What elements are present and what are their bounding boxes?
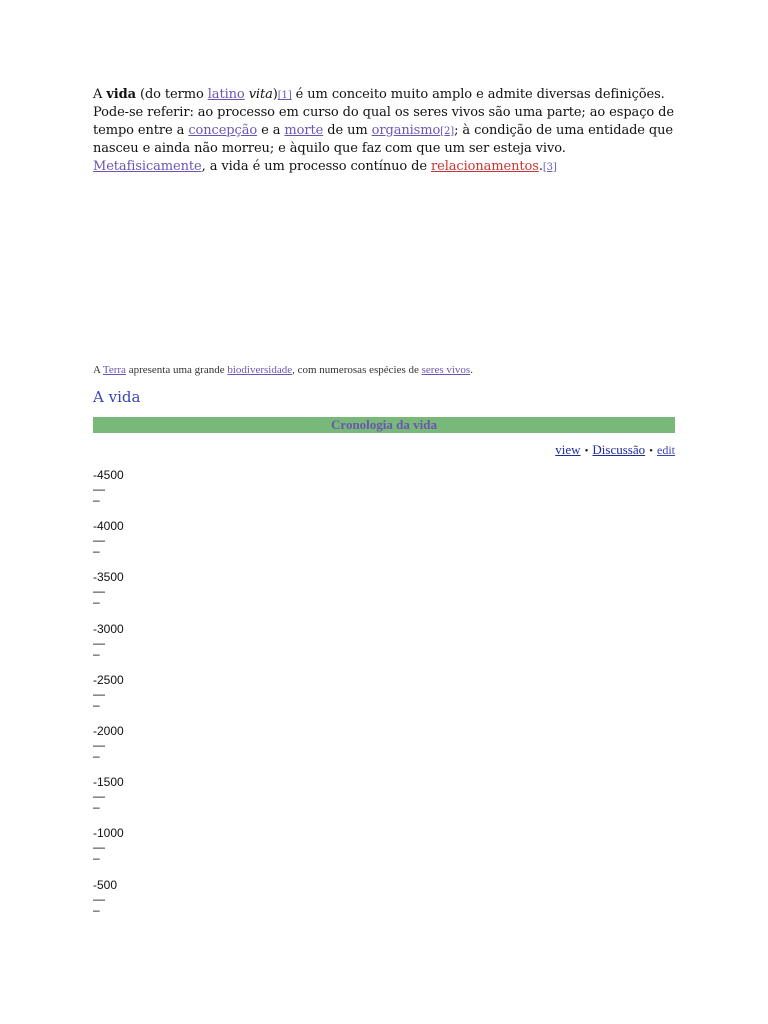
tick-label: -4000 — xyxy=(93,519,124,548)
tick-label: -500 — xyxy=(93,877,118,906)
term-vida: vida xyxy=(106,87,136,102)
image-caption xyxy=(93,364,693,376)
link-concepcao[interactable]: concepção xyxy=(188,122,258,138)
tick-minor: – xyxy=(93,800,100,815)
navbox-links xyxy=(555,442,675,458)
tick-minor: – xyxy=(93,595,100,610)
intro-text: . xyxy=(538,158,543,174)
link-morte[interactable]: morte xyxy=(284,122,324,138)
intro-paragraph xyxy=(93,86,678,176)
caption-text: , com numerosas espécies de xyxy=(292,364,422,376)
intro-text: ) xyxy=(272,87,278,102)
timeline-title[interactable]: Cronologia da vida xyxy=(331,417,437,432)
tick-label: -4500 — xyxy=(93,468,124,496)
link-biodiversidade[interactable]: biodiversidade xyxy=(227,364,293,376)
separator: • xyxy=(649,445,653,457)
caption-text: A xyxy=(93,364,103,376)
term-vita: vita xyxy=(248,87,273,102)
link-metafisicamente[interactable]: Metafisicamente xyxy=(93,158,202,174)
separator: • xyxy=(584,445,589,457)
ref-2-link[interactable]: [2] xyxy=(440,125,455,137)
tick-label: -2500 — xyxy=(93,672,124,701)
tick-label: -3000 — xyxy=(93,621,124,650)
section-heading: A vida xyxy=(93,388,141,406)
tick-label: -2000 — xyxy=(93,723,124,752)
tick-label: -3500 — xyxy=(93,570,124,599)
ref-1-link[interactable]: [1] xyxy=(277,90,292,101)
caption-text: . xyxy=(470,364,473,376)
link-terra[interactable]: Terra xyxy=(102,364,126,376)
intro-text: ; à condição de uma entidade que nasceu e ainda não morreu; e àquilo que faz com que um ser esteja vivo. xyxy=(93,122,674,157)
tick-minor: – xyxy=(93,902,100,917)
link-seres-vivos[interactable]: seres vivos xyxy=(421,364,471,376)
link-organismo[interactable]: organismo xyxy=(371,122,441,138)
tick-minor: – xyxy=(93,851,100,866)
intro-text: , a vida é um processo contínuo de xyxy=(201,158,431,174)
discussao-link[interactable]: Discussão xyxy=(592,442,646,457)
ref-3-link[interactable]: [3] xyxy=(542,161,557,173)
link-latino[interactable]: latino xyxy=(207,87,245,102)
caption-text: apresenta uma grande xyxy=(125,364,228,376)
tick-label: -1500 — xyxy=(93,775,124,804)
intro-text: e a xyxy=(257,122,285,138)
tick-minor: – xyxy=(93,697,100,712)
timeline-title-bar xyxy=(93,417,675,433)
tick-label: -1000 — xyxy=(93,826,124,855)
view-link[interactable]: view xyxy=(555,442,581,457)
tick-minor: – xyxy=(93,544,100,559)
tick-minor: – xyxy=(93,748,100,763)
intro-text: A xyxy=(93,87,107,102)
edit-link[interactable]: edit xyxy=(657,443,675,457)
link-relacionamentos[interactable]: relacionamentos xyxy=(431,158,539,174)
tick-minor: – xyxy=(93,493,100,507)
intro-text: é um conceito muito amplo e admite diversas definições. Pode-se referir: ao processo em curso do qual os seres vivos são uma parte; ao espaço de tempo entre a xyxy=(93,87,674,138)
intro-text: de um xyxy=(323,122,372,138)
tick-minor: – xyxy=(93,646,100,661)
intro-text: (do termo xyxy=(135,87,208,102)
